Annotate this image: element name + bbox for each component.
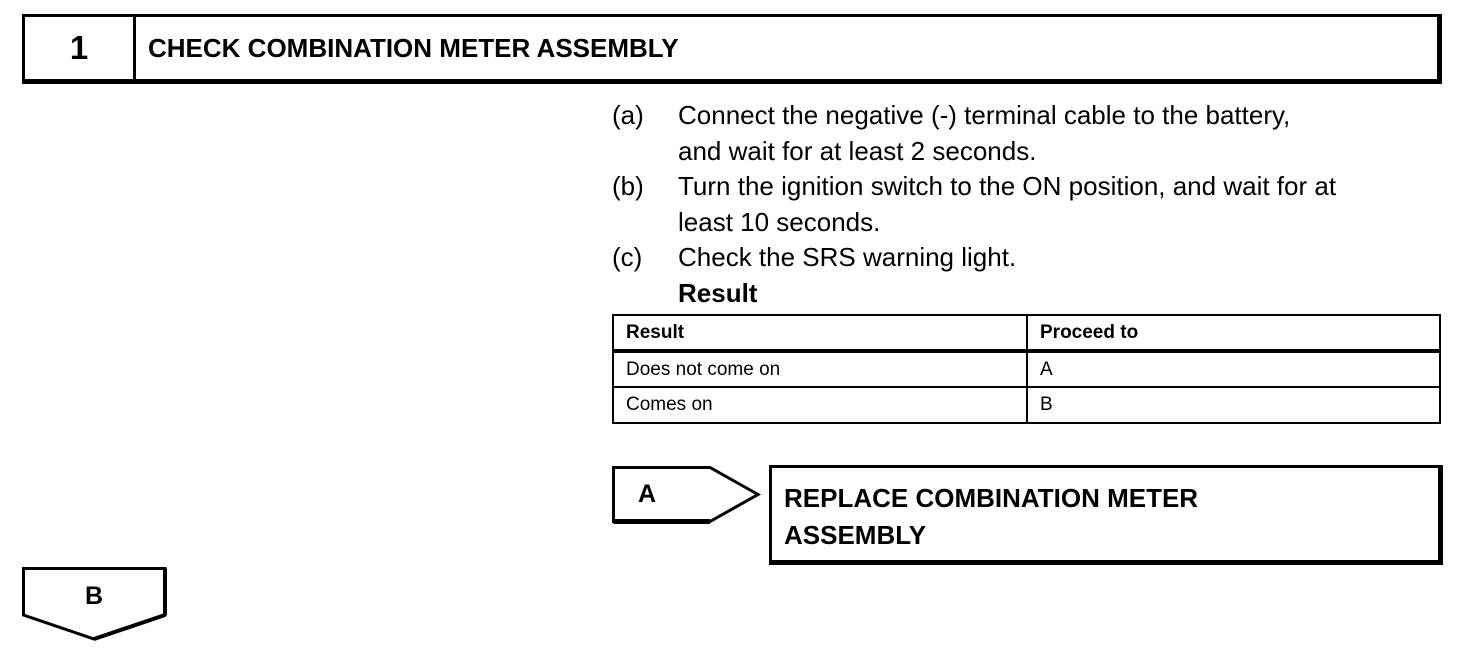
result-table [612, 314, 1441, 424]
instruction-line: Check the SRS warning light. [678, 242, 1017, 272]
column-header-result: Result [613, 315, 1027, 351]
column-header-proceed-to: Proceed to [1027, 315, 1440, 351]
instruction-item-b [612, 169, 1452, 240]
instruction-item-c [612, 240, 1452, 276]
flow-label-a: A [637, 479, 657, 508]
action-text-line: ASSEMBLY [784, 520, 927, 550]
table-cell-result: Does not come on [613, 351, 1027, 387]
instruction-line: Turn the ignition switch to the ON position, and wait for at [678, 171, 1337, 201]
instruction-letter: (a) [612, 100, 644, 130]
table-row [613, 387, 1440, 423]
flow-label-b: B [84, 581, 104, 610]
table-header-row [613, 315, 1440, 351]
step-number: 1 [25, 17, 136, 79]
result-heading: Result [678, 277, 758, 308]
instruction-text [678, 169, 1452, 240]
instruction-line: and wait for at least 2 seconds. [678, 135, 1037, 166]
table-cell-proceed-to: A [1027, 351, 1440, 387]
instruction-list [612, 98, 1452, 311]
table-cell-result: Comes on [613, 387, 1027, 423]
action-box-replace [769, 465, 1443, 565]
instruction-letter: (c) [612, 242, 643, 272]
instruction-line: least 10 seconds. [678, 206, 881, 237]
table-cell-proceed-to: B [1027, 387, 1440, 423]
step-header [22, 14, 1442, 84]
table-row [613, 351, 1440, 387]
instruction-text [678, 240, 1452, 276]
instruction-item-a [612, 98, 1452, 169]
instruction-letter: (b) [612, 171, 644, 201]
instruction-text [678, 98, 1452, 169]
step-title: CHECK COMBINATION METER ASSEMBLY [148, 32, 679, 63]
action-text-line: REPLACE COMBINATION METER [784, 483, 1199, 513]
instruction-line: Connect the negative (-) terminal cable to the battery, [678, 100, 1291, 130]
